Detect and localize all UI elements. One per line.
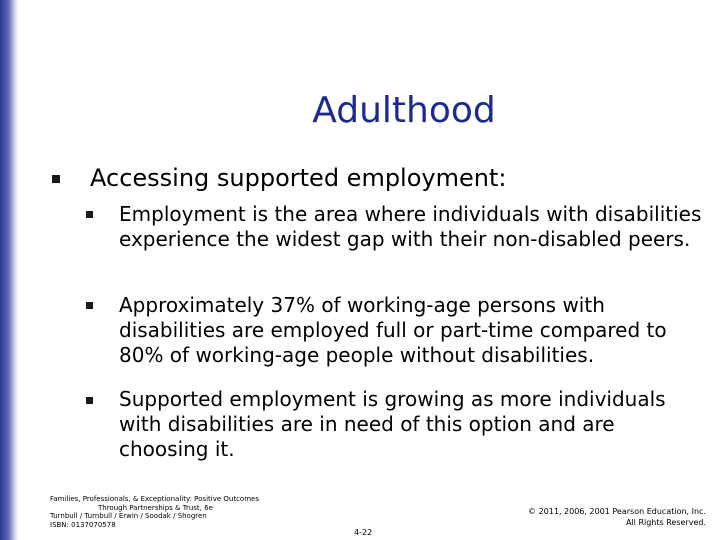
book-title-line: Families, Professionals, & Exceptionality: Positive Outcomes <box>50 495 259 503</box>
sub-bullet-marker <box>86 302 93 309</box>
slide-title: Adulthood <box>312 90 496 131</box>
main-bullet-marker <box>52 175 60 183</box>
decorative-side-bar <box>0 0 18 540</box>
book-isbn: ISBN: 0137070578 <box>50 520 116 529</box>
sub-bullet-text: Approximately 37% of working-age persons with disabilities are employed full or part-time compared to 80% of working-age people without disabilities. <box>119 293 667 367</box>
sub-bullet-marker <box>86 211 93 218</box>
book-title-line: Through Partnerships & Trust, 6e <box>98 503 213 512</box>
copyright-notice <box>528 506 706 528</box>
sub-bullet-marker <box>86 397 93 404</box>
copyright-line: All Rights Reserved. <box>625 518 706 527</box>
book-authors: Turnbull / Turnbull / Erwin / Soodak / Shogren <box>50 512 207 520</box>
main-bullet-text: Accessing supported employment: <box>90 164 507 192</box>
page-number: 4-22 <box>354 528 373 537</box>
book-citation <box>50 495 259 529</box>
copyright-line: © 2011, 2006, 2001 Pearson Education, Inc. <box>528 507 706 516</box>
sub-bullet-text: Employment is the area where individuals with disabilities experience the widest gap with their non-disabled peers. <box>119 202 702 251</box>
sub-bullet-text: Supported employment is growing as more individuals with disabilities are in need of this option and are choosing it. <box>119 387 666 461</box>
